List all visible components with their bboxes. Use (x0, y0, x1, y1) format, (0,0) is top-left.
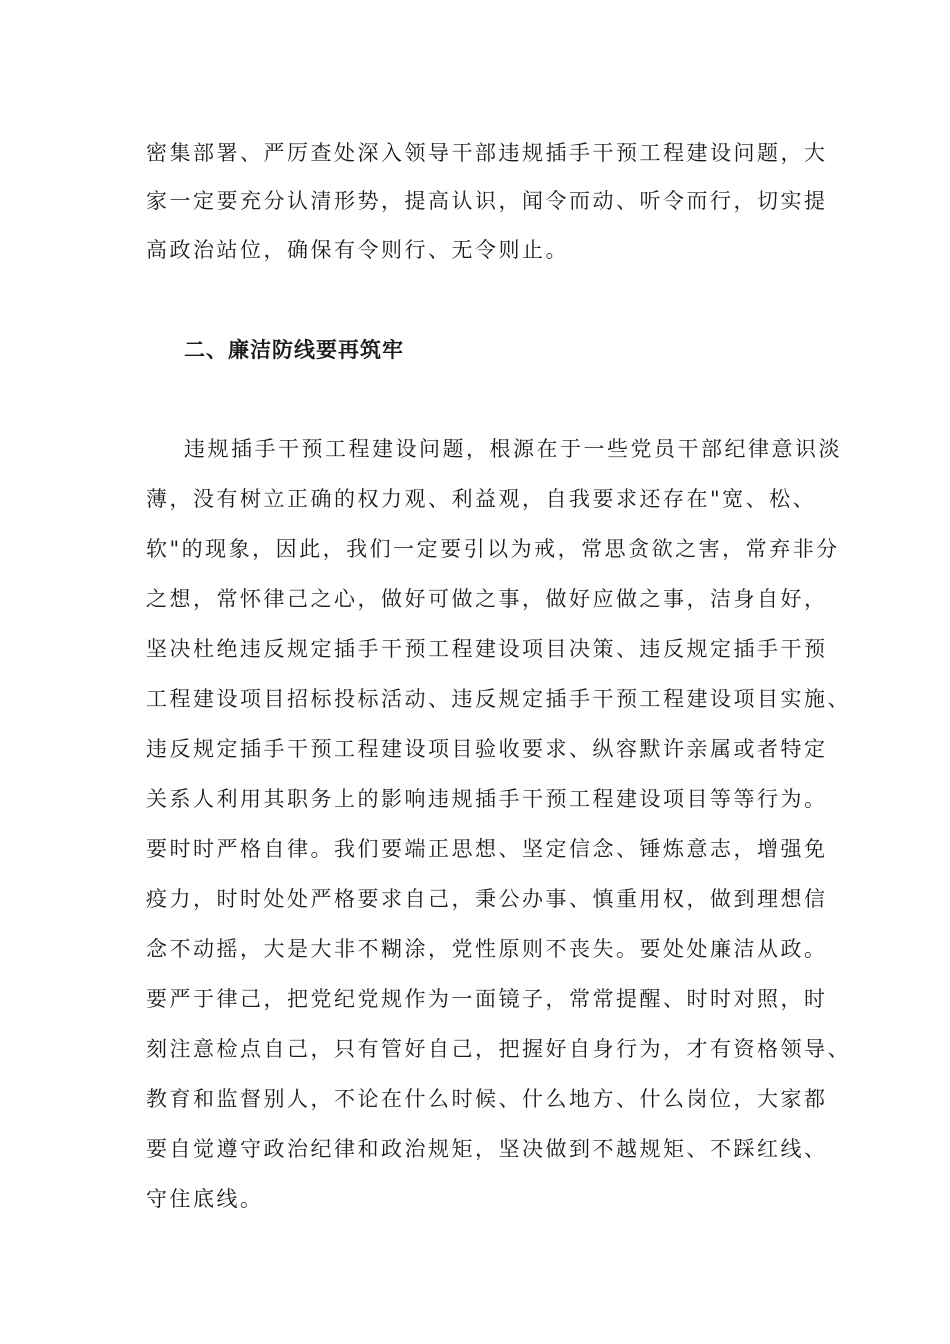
paragraph-line: 关系人利用其职务上的影响违规插手干预工程建设项目等等行为。 (146, 787, 828, 811)
paragraph-line: 违规插手干预工程建设问题，根源在于一些党员干部纪律意识淡 (184, 437, 842, 461)
paragraph-line: 要自觉遵守政治纪律和政治规矩，坚决做到不越规矩、不踩红线、 (146, 1137, 828, 1161)
paragraph-line: 要严于律己，把党纪党规作为一面镜子，常常提醒、时时对照，时 (146, 987, 828, 1011)
paragraph-line: 家一定要充分认清形势，提高认识，闻令而动、听令而行，切实提 (146, 189, 828, 213)
paragraph-line: 教育和监督别人，不论在什么时候、什么地方、什么岗位，大家都 (146, 1087, 828, 1111)
paragraph-line: 工程建设项目招标投标活动、违反规定插手干预工程建设项目实施、 (146, 687, 851, 711)
paragraph-line: 高政治站位，确保有令则行、无令则止。 (146, 238, 569, 262)
section-heading: 二、廉洁防线要再筑牢 (184, 338, 404, 362)
paragraph-line: 刻注意检点自己，只有管好自己，把握好自身行为，才有资格领导、 (146, 1037, 851, 1061)
paragraph-line: 违反规定插手干预工程建设项目验收要求、纵容默许亲属或者特定 (146, 737, 828, 761)
paragraph-line: 密集部署、严厉查处深入领导干部违规插手干预工程建设问题，大 (146, 141, 828, 165)
paragraph-line: 疫力，时时处处严格要求自己，秉公办事、慎重用权，做到理想信 (146, 887, 828, 911)
paragraph-line: 之想，常怀律己之心，做好可做之事，做好应做之事，洁身自好， (146, 587, 828, 611)
paragraph-line: 守住底线。 (146, 1187, 264, 1211)
paragraph-line: 薄，没有树立正确的权力观、利益观，自我要求还存在"宽、松、 (146, 487, 817, 511)
paragraph-line: 软"的现象，因此，我们一定要引以为戒，常思贪欲之害，常弃非分 (146, 537, 840, 561)
paragraph-line: 念不动摇，大是大非不糊涂，党性原则不丧失。要处处廉洁从政。 (146, 937, 828, 961)
paragraph-line: 要时时严格自律。我们要端正思想、坚定信念、锤炼意志，增强免 (146, 837, 828, 861)
paragraph-line: 坚决杜绝违反规定插手干预工程建设项目决策、违反规定插手干预 (146, 637, 828, 661)
